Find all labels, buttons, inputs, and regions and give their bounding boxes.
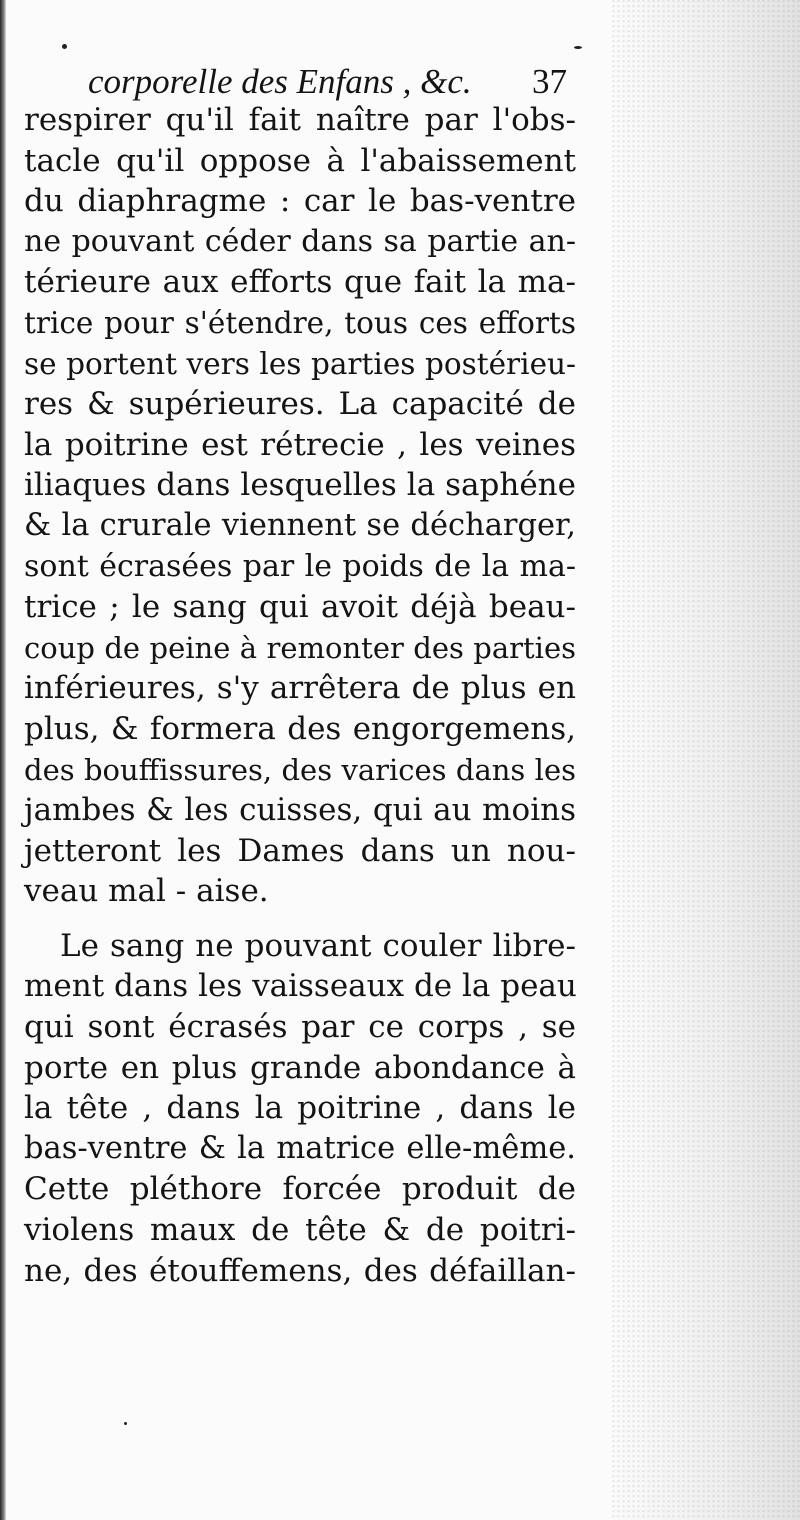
text-line: porte en plus grande abondance à xyxy=(24,1049,576,1086)
text-line: & la crurale viennent se décharger, xyxy=(24,507,576,543)
text-line: respirer qu'il fait naître par l'obs- xyxy=(24,102,576,138)
text-line: sont écrasées par le poids de la ma- xyxy=(24,548,576,584)
page-number: 37 xyxy=(532,62,567,101)
text-line: se portent vers les parties postérieu- xyxy=(24,346,576,381)
text-line: des bouffissures, des varices dans les xyxy=(24,752,576,787)
text-line: trice ; le sang qui avoit déjà beau- xyxy=(24,589,576,626)
text-line: tacle qu'il oppose à l'abaissement xyxy=(24,142,576,179)
text-line: qui sont écrasés par ce corps , se xyxy=(24,1009,576,1046)
text-line: plus, & formera des engorgemens, xyxy=(24,710,576,747)
text-line: du diaphragme : car le bas-ventre xyxy=(24,183,576,220)
paragraph-2 xyxy=(24,926,576,1291)
running-head-title: corporelle des Enfans , &c. xyxy=(88,62,472,101)
text-line: ne pouvant céder dans sa partie an- xyxy=(24,223,576,259)
text-line: ne, des étouffemens, des défaillan- xyxy=(24,1252,576,1289)
text-line: iliaques dans lesquelles la saphéne xyxy=(24,467,576,504)
text-line: veau mal - aise. xyxy=(24,873,269,910)
paragraph-gap xyxy=(24,912,576,926)
text-line: ment dans les vaisseaux de la peau xyxy=(24,968,577,1005)
ink-speck xyxy=(124,1422,127,1425)
text-line: jambes & les cuisses, qui au moins xyxy=(24,792,576,829)
ink-speck xyxy=(574,46,582,49)
text-line: inférieures, s'y arrêtera de plus en xyxy=(24,670,576,707)
text-line: térieure aux efforts que fait la ma- xyxy=(24,264,576,301)
text-line: bas-ventre & la matrice elle-même. xyxy=(24,1130,576,1166)
text-line: trice pour s'étendre, tous ces efforts xyxy=(24,305,576,340)
body-text xyxy=(24,100,576,1291)
text-line: la tête , dans la poitrine , dans le xyxy=(24,1090,576,1127)
text-line: violens maux de tête & de poitri- xyxy=(24,1212,576,1249)
paragraph-1 xyxy=(24,100,576,912)
text-line: jetteront les Dames dans un nou- xyxy=(24,832,576,869)
text-line: Le sang ne pouvant couler libre- xyxy=(60,927,576,964)
ink-speck xyxy=(62,44,67,49)
page-gutter-edge xyxy=(0,0,6,1520)
text-line: Cette pléthore forcée produit de xyxy=(24,1171,576,1208)
text-line: coup de peine à remonter des parties xyxy=(24,630,576,665)
text-line: la poitrine est rétrecie , les veines xyxy=(24,426,576,463)
paper-texture xyxy=(610,0,800,1520)
text-line: res & supérieures. La capacité de xyxy=(24,386,576,423)
